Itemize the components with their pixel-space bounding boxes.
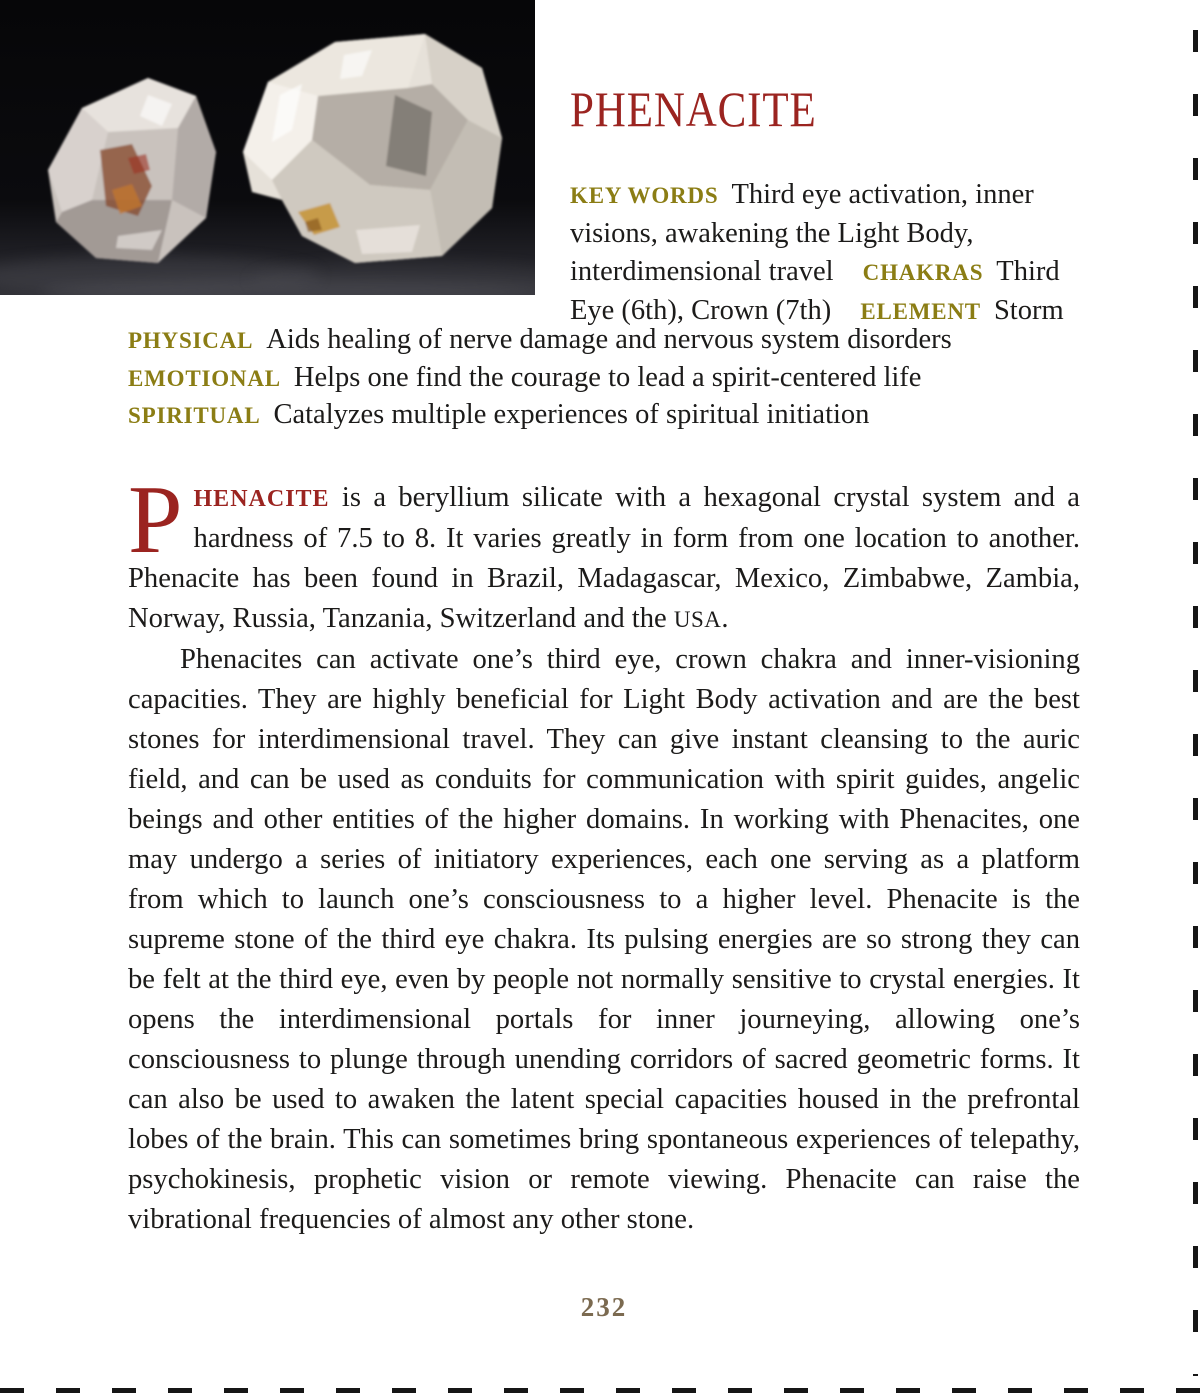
chakras-text: Third Eye (6th), Crown (7th) [570,256,1060,326]
attribute-lines [128,322,1082,435]
right-dashed-border [1193,30,1198,1376]
emotional-text: Helps one find the courage to lead a spirit-centered life [293,361,922,393]
key-words-label: KEY WORDS [570,183,719,208]
intro-text: is a beryllium silicate with a hexagonal crystal system and a hardness of 7.5 to 8. It varies greatly in form from one location to another. Phenacite has been found in Brazil, Madagascar, Mexico, Zimbabwe, Zambia, Norway, Russia, Tanzania, Switzerland and the [128,482,1080,634]
spiritual-line [128,397,1082,435]
phenacite-smallcaps: HENACITE [193,486,330,512]
header [570,81,1084,331]
usa-smallcaps: USA [673,607,722,632]
physical-label: PHYSICAL [128,328,254,353]
emotional-label: EMOTIONAL [128,365,281,391]
body-text [128,466,1080,1240]
physical-line [128,322,1082,360]
page-footer [128,1292,1080,1323]
element-label: ELEMENT [860,299,981,324]
spiritual-text: Catalyzes multiple experiences of spiritual initiation [273,399,870,430]
emotional-line [128,360,1082,398]
main-paragraph: Phenacites can activate one’s third eye, crown chakra and inner-visioning capacities. They are highly beneficial for Light Body activation and are the best stones for interdimensional travel. They can give instant cleansing to the auric field, and can be used as conduits for communication with spirit guides, angelic beings and other entities of the higher domains. In working with Phenacites, one may undergo a series of initiatory experiences, each one serving as a platform from which to launch one’s consciousness to a higher level. Phenacite is the supreme stone of the third eye chakra. Its pulsing energies are so strong they can be felt at the third eye, even by people not normally sensitive to crystal energies. It opens the interdimensional portals for inner journeying, allowing one’s consciousness to plunge through unending corridors of sacred geometric forms. It can also be used to awaken the latent special capacities housed in the prefrontal lobes of the brain. This can sometimes bring spontaneous experiences of telepathy, psychokinesis, prophetic vision or remote viewing. Phenacite can raise the vibrational frequencies of almost any other stone. [128,644,1080,1235]
intro-paragraph [128,466,1080,640]
drop-cap: P [128,466,183,574]
chakras-label: CHAKRAS [862,260,984,285]
element-text: Storm [993,295,1064,326]
key-words-text: Third eye activation, inner visions, awakening the Light Body, interdimensional travel [570,179,1034,287]
phenacite-crystals-photo [0,0,535,295]
bottom-dashed-border [0,1388,1200,1393]
intro-end-period: . [721,603,729,634]
page-number: 232 [580,1292,628,1322]
keywords-paragraph [570,176,1084,331]
physical-text: Aids healing of nerve damage and nervous system disorders [266,324,952,355]
spiritual-label: SPIRITUAL [128,403,261,428]
page-title: PHENACITE [570,81,817,137]
